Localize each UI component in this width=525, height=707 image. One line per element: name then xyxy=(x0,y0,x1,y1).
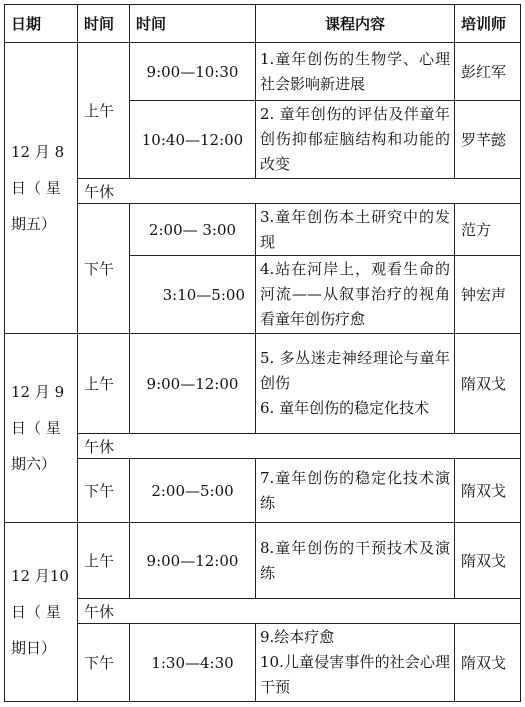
session-time: 9:00—10:30 xyxy=(130,43,256,101)
table-row xyxy=(5,179,521,204)
session-content: 8.童年创伤的干预技术及演练 xyxy=(256,523,455,599)
table-row xyxy=(5,459,521,523)
period-afternoon: 下午 xyxy=(78,459,130,523)
table-row xyxy=(5,43,521,101)
session-content: 7.童年创伤的稳定化技术演练 xyxy=(256,459,455,523)
table-row xyxy=(5,204,521,256)
session-trainer: 钟宏声 xyxy=(455,256,521,334)
header-content: 课程内容 xyxy=(256,5,455,43)
table-row xyxy=(5,624,521,702)
session-content xyxy=(256,624,455,702)
day-date: 12 月 9 日（ 星 期六） xyxy=(5,334,78,523)
content-line: 5. 多丛迷走神经理论与童年创伤 xyxy=(260,349,450,392)
header-time: 时间 xyxy=(130,5,256,43)
session-time: 1:30—4:30 xyxy=(130,624,256,702)
table-row xyxy=(5,434,521,459)
content-line: 6. 童年创伤的稳定化技术 xyxy=(260,399,430,417)
table-row xyxy=(5,599,521,624)
table-row xyxy=(5,523,521,599)
schedule-table xyxy=(4,4,521,702)
header-period: 时间 xyxy=(78,5,130,43)
period-afternoon: 下午 xyxy=(78,624,130,702)
header-row xyxy=(5,5,521,43)
day-date: 12 月10 日（ 星 期日） xyxy=(5,523,78,702)
session-trainer: 隋双戈 xyxy=(455,334,521,434)
session-trainer: 彭红军 xyxy=(455,43,521,101)
lunch-break: 午休 xyxy=(78,179,521,204)
period-morning: 上午 xyxy=(78,43,130,179)
session-time: 9:00—12:00 xyxy=(130,523,256,599)
session-trainer: 隋双戈 xyxy=(455,624,521,702)
table-row xyxy=(5,334,521,434)
lunch-break: 午休 xyxy=(78,599,521,624)
session-time: 9:00—12:00 xyxy=(130,334,256,434)
header-date: 日期 xyxy=(5,5,78,43)
day-date: 12 月 8 日（ 星 期五） xyxy=(5,43,78,334)
session-time: 10:40—12:00 xyxy=(130,101,256,179)
header-trainer: 培训师 xyxy=(455,5,521,43)
session-trainer: 范方 xyxy=(455,204,521,256)
content-line: 9.绘本疗愈 xyxy=(260,628,335,646)
session-content: 1.童年创伤的生物学、心理社会影响新进展 xyxy=(256,43,455,101)
period-morning: 上午 xyxy=(78,523,130,599)
session-content: 4.站在河岸上，观看生命的河流——从叙事治疗的视角看童年创伤疗愈 xyxy=(256,256,455,334)
session-content xyxy=(256,334,455,434)
session-content: 3.童年创伤本土研究中的发现 xyxy=(256,204,455,256)
session-trainer: 罗芊懿 xyxy=(455,101,521,179)
session-trainer: 隋双戈 xyxy=(455,523,521,599)
session-trainer: 隋双戈 xyxy=(455,459,521,523)
session-time: 3:10—5:00 xyxy=(130,256,256,334)
period-afternoon: 下午 xyxy=(78,204,130,334)
session-time: 2:00—5:00 xyxy=(130,459,256,523)
session-time: 2:00— 3:00 xyxy=(130,204,256,256)
period-morning: 上午 xyxy=(78,334,130,434)
session-content: 2. 童年创伤的评估及伴童年创伤抑郁症脑结构和功能的改变 xyxy=(256,101,455,179)
lunch-break: 午休 xyxy=(78,434,521,459)
content-line: 10.儿童侵害事件的社会心理干预 xyxy=(260,653,450,696)
